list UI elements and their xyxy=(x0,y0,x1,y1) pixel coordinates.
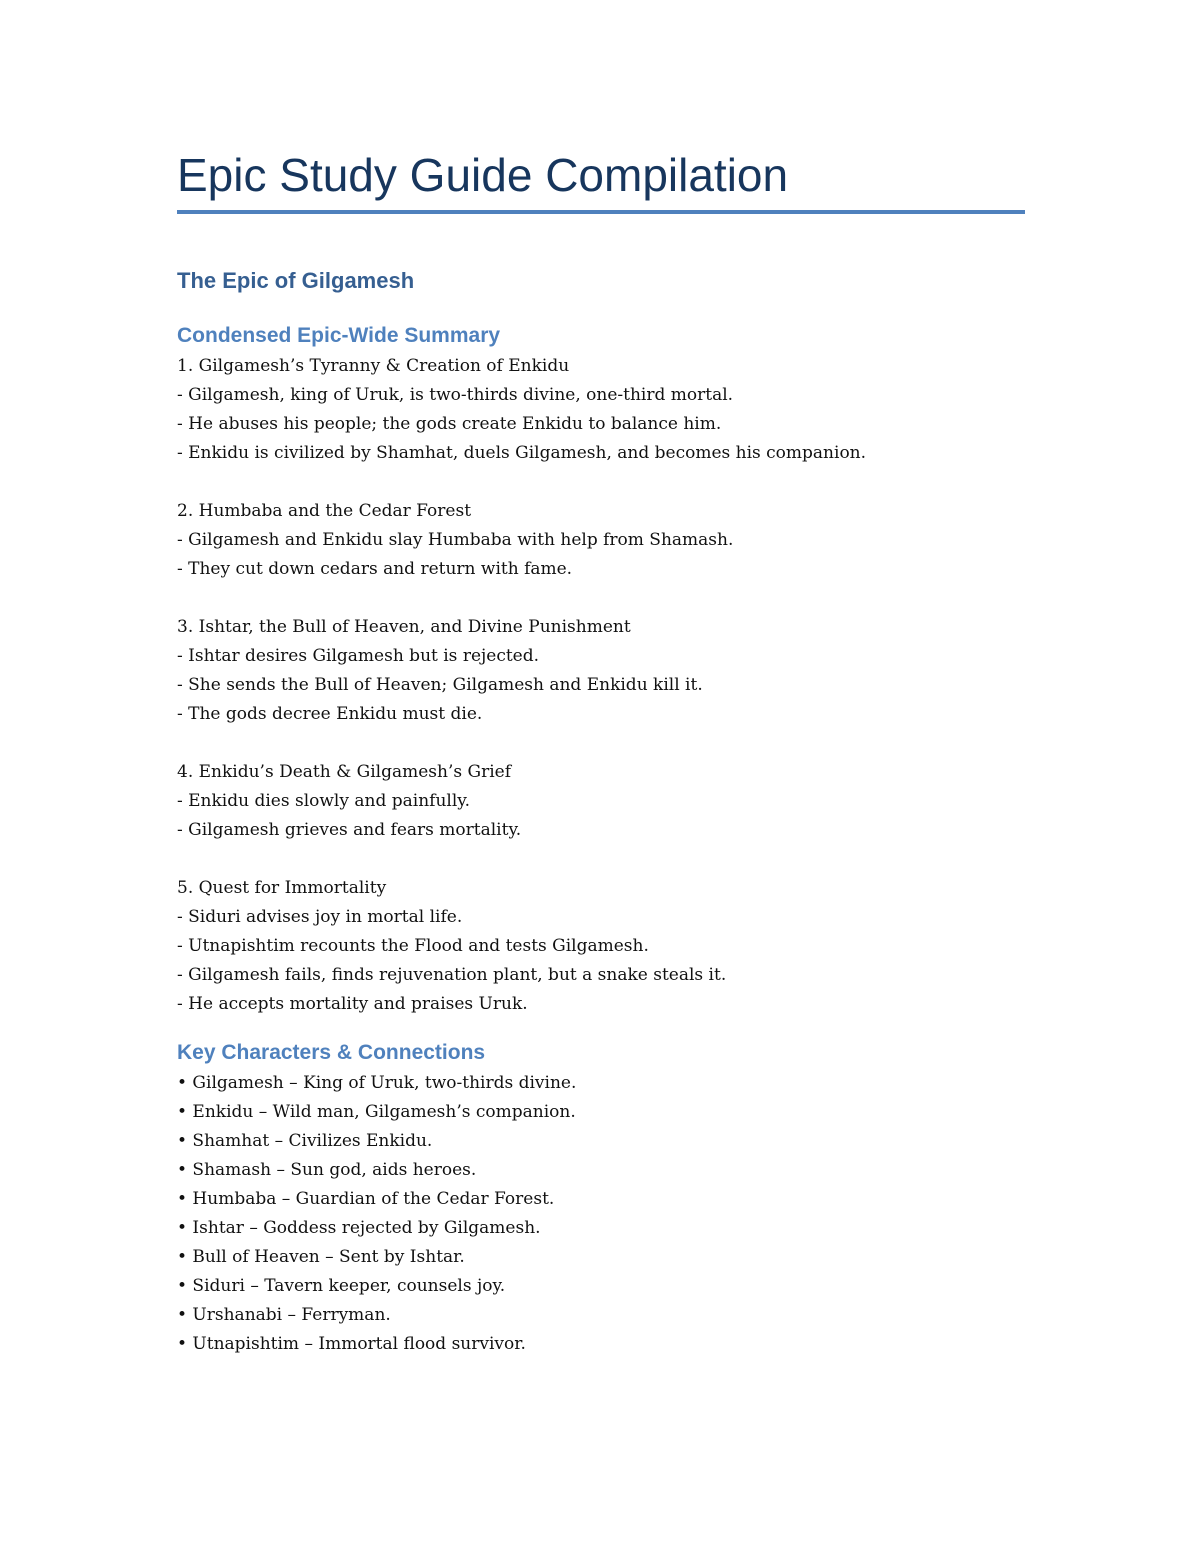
character-item: • Gilgamesh – King of Uruk, two-thirds divine. xyxy=(177,1073,577,1093)
summary-block xyxy=(177,758,1025,845)
summary-point: - She sends the Bull of Heaven; Gilgamesh and Enkidu kill it. xyxy=(177,675,703,695)
summary-block xyxy=(177,497,1025,584)
character-item: • Bull of Heaven – Sent by Ishtar. xyxy=(177,1247,465,1267)
characters-heading: Key Characters & Connections xyxy=(177,1041,486,1064)
character-item: • Shamash – Sun god, aids heroes. xyxy=(177,1160,477,1180)
document-content xyxy=(177,140,1025,1359)
summary-point: - Gilgamesh grieves and fears mortality. xyxy=(177,820,522,840)
summary-point: - They cut down cedars and return with fame. xyxy=(177,559,573,579)
summary-point: - Ishtar desires Gilgamesh but is rejected. xyxy=(177,646,540,666)
character-item: • Siduri – Tavern keeper, counsels joy. xyxy=(177,1276,506,1296)
summary-point: - Gilgamesh fails, finds rejuvenation plant, but a snake steals it. xyxy=(177,965,727,985)
summary-point: - Gilgamesh and Enkidu slay Humbaba with help from Shamash. xyxy=(177,530,734,550)
character-item: • Humbaba – Guardian of the Cedar Forest. xyxy=(177,1189,555,1209)
summary-body xyxy=(177,352,1025,1019)
summary-block-header: 1. Gilgamesh’s Tyranny & Creation of Enkidu xyxy=(177,356,570,376)
summary-block-header: 4. Enkidu’s Death & Gilgamesh’s Grief xyxy=(177,762,511,782)
summary-block xyxy=(177,874,1025,1019)
summary-block-header: 5. Quest for Immortality xyxy=(177,878,387,898)
summary-point: - The gods decree Enkidu must die. xyxy=(177,704,483,724)
summary-heading: Condensed Epic-Wide Summary xyxy=(177,324,501,347)
document-title: Epic Study Guide Compilation xyxy=(177,149,789,201)
summary-block-header: 2. Humbaba and the Cedar Forest xyxy=(177,501,472,521)
character-item: • Urshanabi – Ferryman. xyxy=(177,1305,391,1325)
character-item: • Enkidu – Wild man, Gilgamesh’s companion. xyxy=(177,1102,576,1122)
summary-block xyxy=(177,613,1025,729)
summary-point: - He abuses his people; the gods create Enkidu to balance him. xyxy=(177,414,722,434)
section-heading: The Epic of Gilgamesh xyxy=(177,268,415,293)
title-underline xyxy=(177,210,1025,214)
characters-list xyxy=(177,1069,1025,1359)
summary-point: - Utnapishtim recounts the Flood and tests Gilgamesh. xyxy=(177,936,649,956)
character-item: • Ishtar – Goddess rejected by Gilgamesh. xyxy=(177,1218,541,1238)
character-item: • Shamhat – Civilizes Enkidu. xyxy=(177,1131,433,1151)
summary-block xyxy=(177,352,1025,468)
summary-point: - He accepts mortality and praises Uruk. xyxy=(177,994,528,1014)
summary-point: - Siduri advises joy in mortal life. xyxy=(177,907,463,927)
summary-point: - Enkidu dies slowly and painfully. xyxy=(177,791,471,811)
summary-block-header: 3. Ishtar, the Bull of Heaven, and Divine Punishment xyxy=(177,617,631,637)
summary-point: - Gilgamesh, king of Uruk, is two-thirds divine, one-third mortal. xyxy=(177,385,734,405)
summary-point: - Enkidu is civilized by Shamhat, duels Gilgamesh, and becomes his companion. xyxy=(177,443,867,463)
character-item: • Utnapishtim – Immortal flood survivor. xyxy=(177,1334,526,1354)
